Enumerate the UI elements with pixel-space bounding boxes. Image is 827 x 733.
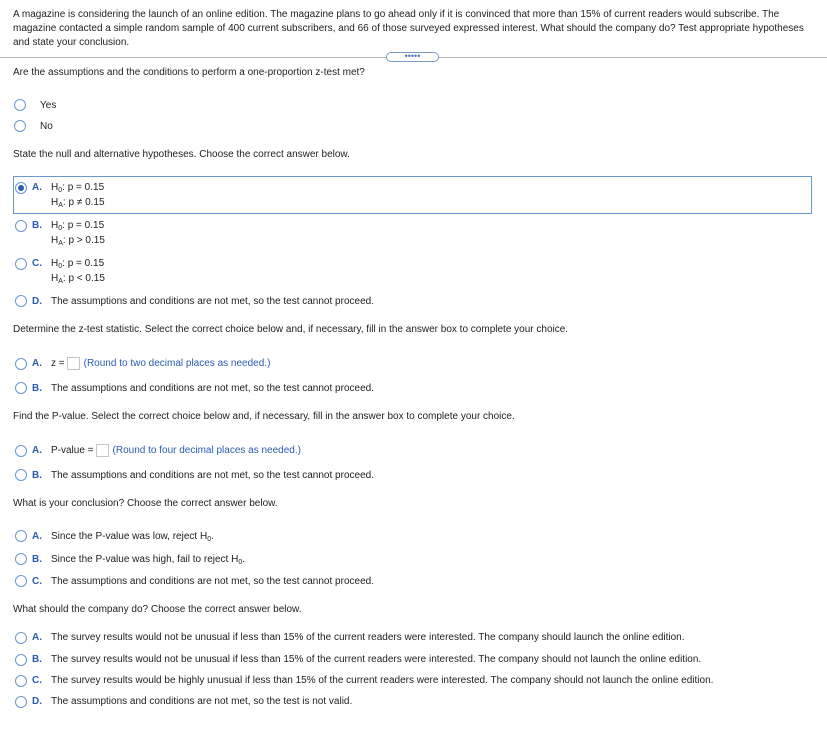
q3-option-a: z = (Round to two decimal places as needed.) [51, 358, 271, 370]
q5-radio-b[interactable] [15, 553, 27, 565]
q2-letter-a: A. [32, 182, 42, 193]
q6-letter-c: C. [32, 675, 42, 686]
q2-option-d: The assumptions and conditions are not met, so the test cannot proceed. [51, 296, 374, 307]
q1-option-yes: Yes [40, 100, 57, 111]
q2-radio-d[interactable] [15, 295, 27, 307]
expand-button[interactable]: ••••• [386, 52, 439, 62]
q3-radio-a[interactable] [15, 358, 27, 370]
q1-radio-yes[interactable] [14, 99, 26, 111]
q3-radio-b[interactable] [15, 382, 27, 394]
q5-letter-c: C. [32, 576, 42, 587]
q4-radio-a[interactable] [15, 445, 27, 457]
q2-radio-c[interactable] [15, 258, 27, 270]
q4-prompt: Find the P-value. Select the correct choice below and, if necessary, fill in the answer box to complete your choice. [13, 411, 515, 422]
q4-radio-b[interactable] [15, 469, 27, 481]
q2-a-h0: $H_0$: p = 0.15 [51, 182, 105, 194]
q4-option-a: P-value = (Round to four decimal places as needed.) [51, 445, 301, 457]
q5-option-a: Since the P-value was low, reject $H_0$. [51, 531, 214, 543]
q2-radio-a[interactable] [15, 182, 27, 194]
q2-radio-b[interactable] [15, 220, 27, 232]
q5-prompt: What is your conclusion? Choose the correct answer below. [13, 498, 278, 509]
q6-letter-b: B. [32, 654, 42, 665]
q5-letter-b: B. [32, 554, 42, 565]
q5-radio-c[interactable] [15, 575, 27, 587]
q3-option-b: The assumptions and conditions are not met, so the test cannot proceed. [51, 383, 374, 394]
q3-prompt: Determine the z-test statistic. Select the correct choice below and, if necessary, fill in the answer box to complete your choice. [13, 324, 569, 335]
problem-statement: A magazine is considering the launch of an online edition. The magazine plans to go ahead only if it is convinced that more than 15% of current readers would subscribe. The magazine contacted a simple random sample of 400 current subscribers, and 66 of those surveyed expressed interest. What should the company do? Test appropriate hypotheses and state your conclusion. [13, 9, 804, 48]
q5-letter-a: A. [32, 531, 42, 542]
q2-selected-highlight [13, 176, 812, 214]
q2-c-h0: $H_0$: p = 0.15 [51, 258, 105, 270]
q2-letter-d: D. [32, 296, 42, 307]
q6-letter-d: D. [32, 696, 42, 707]
q6-option-c: The survey results would be highly unusual if less than 15% of the current readers were interested. The company should not launch the online edition. [51, 675, 714, 686]
q6-radio-c[interactable] [15, 675, 27, 687]
q2-letter-b: B. [32, 220, 42, 231]
q6-radio-a[interactable] [15, 632, 27, 644]
q6-option-a: The survey results would not be unusual if less than 15% of the current readers were interested. The company should launch the online edition. [51, 632, 685, 643]
q6-radio-d[interactable] [15, 696, 27, 708]
q2-b-h0: $H_0$: p = 0.15 [51, 220, 105, 232]
q4-letter-b: B. [32, 470, 42, 481]
q6-letter-a: A. [32, 632, 42, 643]
q2-prompt: State the null and alternative hypotheses. Choose the correct answer below. [13, 149, 350, 160]
q5-option-b: Since the P-value was high, fail to reject $H_0$. [51, 554, 246, 566]
q5-option-c: The assumptions and conditions are not met, so the test cannot proceed. [51, 576, 374, 587]
z-answer-input[interactable] [67, 357, 80, 370]
q6-prompt: What should the company do? Choose the correct answer below. [13, 604, 302, 615]
q2-a-ha: $H_A$: p ≠ 0.15 [51, 197, 105, 209]
q5-radio-a[interactable] [15, 530, 27, 542]
q4-letter-a: A. [32, 445, 42, 456]
q2-c-ha: $H_A$: p < 0.15 [51, 273, 105, 285]
q1-prompt: Are the assumptions and the conditions to perform a one-proportion z-test met? [13, 67, 365, 78]
q4-option-b: The assumptions and conditions are not met, so the test cannot proceed. [51, 470, 374, 481]
q3-letter-b: B. [32, 383, 42, 394]
q2-b-ha: $H_A$: p > 0.15 [51, 235, 105, 247]
q1-option-no: No [40, 121, 53, 132]
q2-letter-c: C. [32, 258, 42, 269]
q3-letter-a: A. [32, 358, 42, 369]
q6-option-b: The survey results would not be unusual if less than 15% of the current readers were interested. The company should not launch the online edition. [51, 654, 702, 665]
p-value-answer-input[interactable] [96, 444, 109, 457]
q1-radio-no[interactable] [14, 120, 26, 132]
q6-radio-b[interactable] [15, 654, 27, 666]
q6-option-d: The assumptions and conditions are not met, so the test is not valid. [51, 696, 353, 707]
